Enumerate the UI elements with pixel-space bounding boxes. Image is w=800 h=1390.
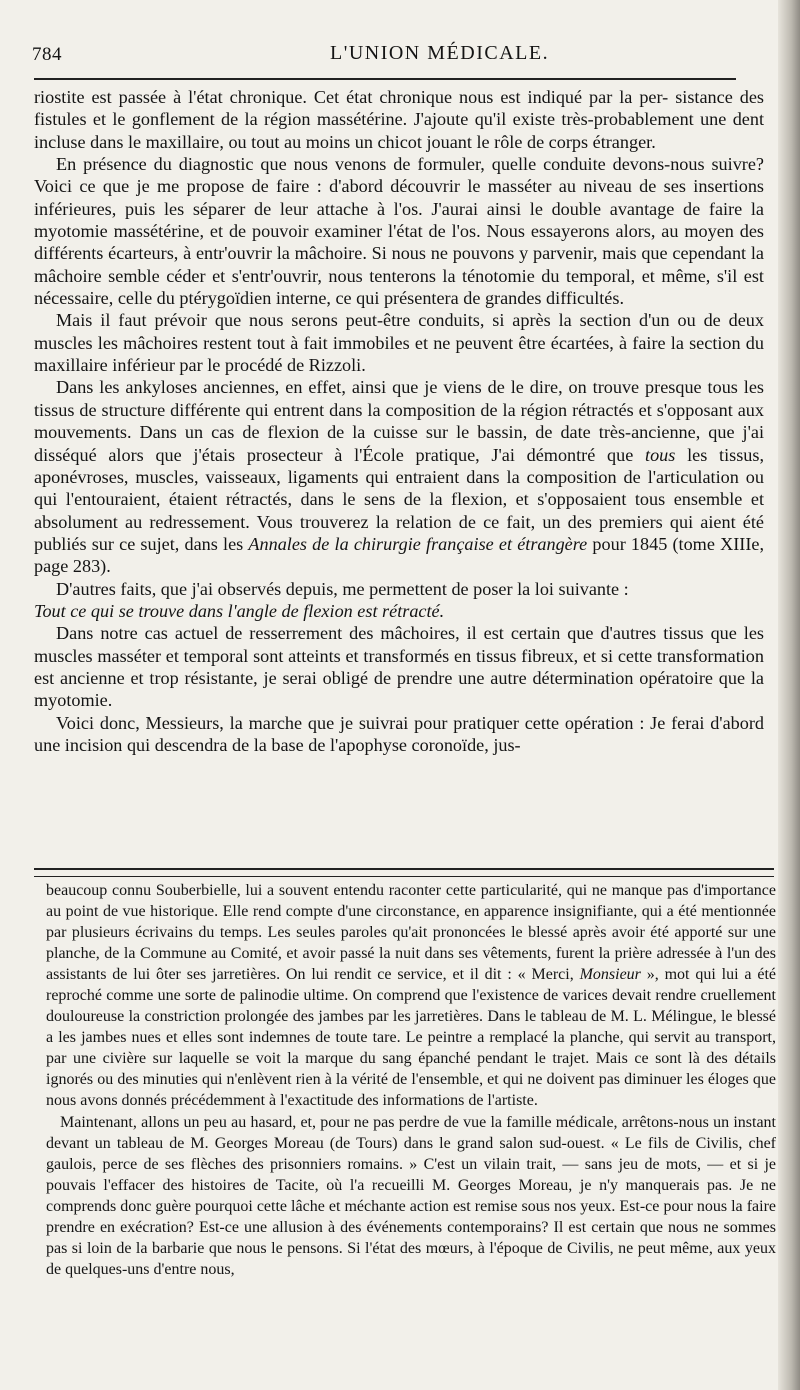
journal-title: Annales de la chirurgie française et étrangère <box>248 533 588 554</box>
paragraph-4: Dans les ankyloses anciennes, en effet, ainsi que je viens de le dire, on trouve presque tous les tissus de structure différente qui entrent dans la composition de la région rétractés et s'opposant aux mouvements. Dans un cas de flexion de la cuisse sur le bassin, de date très-ancienne, que j'ai disséqué alors que j'étais prosecteur à l'École pratique, J'ai démontré que tous les tissus, aponévroses, muscles, vaisseaux, ligaments qui entraient dans la composition de l'articulation ou qui l'entouraient, étaient rétractés, dans le sens de la flexion, et s'opposaient tous ensemble et absolument au redressement. Vous trouverez la relation de ce fait, un des premiers qui aient été publiés sur ce sujet, dans les Annales de la chirurgie française et étrangère pour 1845 (tome XIIIe, page 283). <box>34 377 764 577</box>
header-rule <box>34 78 736 80</box>
emphasis-monsieur: Monsieur <box>579 966 641 984</box>
running-title: L'UNION MÉDICALE. <box>330 42 550 64</box>
paragraph-5: D'autres faits, que j'ai observés depuis, me permettent de poser la loi suivante : <box>56 578 629 599</box>
paragraph-2: En présence du diagnostic que nous venons de formuler, quelle conduite devons-nous suivre? Voici ce que je me propose de faire : d'abord découvrir le masséter au niveau de ses insertions inférieures, puis les séparer de leur attache à l'os. J'aurai ainsi le double avantage de faire la myotomie massétérine, et de pouvoir examiner l'état de l'os. Nous essayerons alors, au moyen des différents écarteurs, à entr'ouvrir la mâchoire. Si nous ne pouvons y parvenir, mais que cependant la mâchoire semble céder et s'entr'ouvrir, nous tenterons la ténotomie du temporal, et même, s'il est nécessaire, celle du ptérygoïdien interne, ce qui présentera de grandes difficultés. <box>34 154 764 309</box>
feuilleton-paragraph-2: Maintenant, allons un peu au hasard, et, pour ne pas perdre de vue la famille médicale, arrêtons-nous un instant devant un tableau de M. Georges Moreau (de Tours) dans le grand salon sud-ouest. « Le fils de Civilis, chef gaulois, perce de ses flèches des prisonniers romains. » C'est un vilain trait, — sans jeu de mots, — et si je pouvais l'effacer des histoires de Tacite, où l'a recueilli M. Georges Moreau, je n'y manquerais pas. Je ne comprends donc guère pourquoi cette lâche et méchante action est remise sous nos yeux. Est-ce pour nous la faire prendre en exécration? Est-ce une allusion à des événements contemporains? Il est certain que nous ne sommes pas si loin de la barbarie que nous le pensons. Si l'état des mœurs, à l'époque de Civilis, ne peut même, aux yeux de quelques-uns d'entre nous, <box>46 1113 776 1278</box>
paragraph-3: Mais il faut prévoir que nous serons peut-être conduits, si après la section d'un ou de deux muscles les mâchoires restent tout à fait immobiles et ne peuvent être écartées, à faire la section du maxillaire inférieur par le procédé de Rizzoli. <box>34 310 764 376</box>
emphasis-tous: tous <box>645 444 676 465</box>
main-text <box>34 86 764 756</box>
paragraph-1: riostite est passée à l'état chronique. Cet état chronique nous est indiqué par la per- sistance des fistules et le gonflement de la région massétérine. J'ajoute qu'il existe très-probablement une dent incluse dans le maxillaire, ou tout au moins un chicot jouant le rôle de corps étranger. <box>34 87 765 152</box>
page-number: 784 <box>32 44 62 65</box>
feuilleton-text <box>46 880 776 1280</box>
law-statement: Tout ce qui se trouve dans l'angle de flexion est rétracté. <box>34 600 445 621</box>
feuilleton-paragraph-1: beaucoup connu Souberbielle, lui a souvent entendu raconter cette particularité, qui ne manque pas d'importance au point de vue historique. Elle rend compte d'une circonstance, en apparence insignifiante, qui a été mentionnée par plusieurs écrivains du temps. Les seules paroles qu'ait prononcées le blessé après avoir été apporté sur une planche, de la Commune au Comité, et avoir passé la nuit dans ses vêtements, furent la prière adressée à l'un des assistants de lui ôter ses jarretières. On lui rendit ce service, et il dit : « Merci, Monsieur », mot qui lui a été reproché comme une sorte de palinodie ultime. On comprend que l'existence de varices devait rendre cruellement douloureuse la constriction prolongée des jambes par les jarretières. Dans le tableau de M. L. Mélingue, le blessé a les jambes nues et elles sont indemnes de toute tare. Le peintre a remplacé la planche, qui servit au transport, par une civière sur laquelle se voit la marque du sang épanché pendant le trajet. Mais ce sont là des détails ignorés ou des minuties qui n'enlèvent rien à la vérité de l'ensemble, et qui ne doivent pas diminuer les éloges que nous avons donnés précédemment à l'exactitude des informations de l'artiste. <box>46 882 776 1110</box>
paragraph-7: Voici donc, Messieurs, la marche que je suivrai pour pratiquer cette opération : Je ferai d'abord une incision qui descendra de la base de l'apophyse coronoïde, jus- <box>34 712 764 755</box>
page-edge-shadow <box>778 0 800 1390</box>
paragraph-6: Dans notre cas actuel de resserrement des mâchoires, il est certain que d'autres tissus que les muscles masséter et temporal sont atteints et transformés en tissus fibreux, et si cette transformation est ancienne et trop résistante, je serai obligé de prendre une autre détermination opératoire que la myotomie. <box>34 623 764 711</box>
page-header <box>30 38 730 68</box>
feuilleton-separator <box>34 868 774 877</box>
